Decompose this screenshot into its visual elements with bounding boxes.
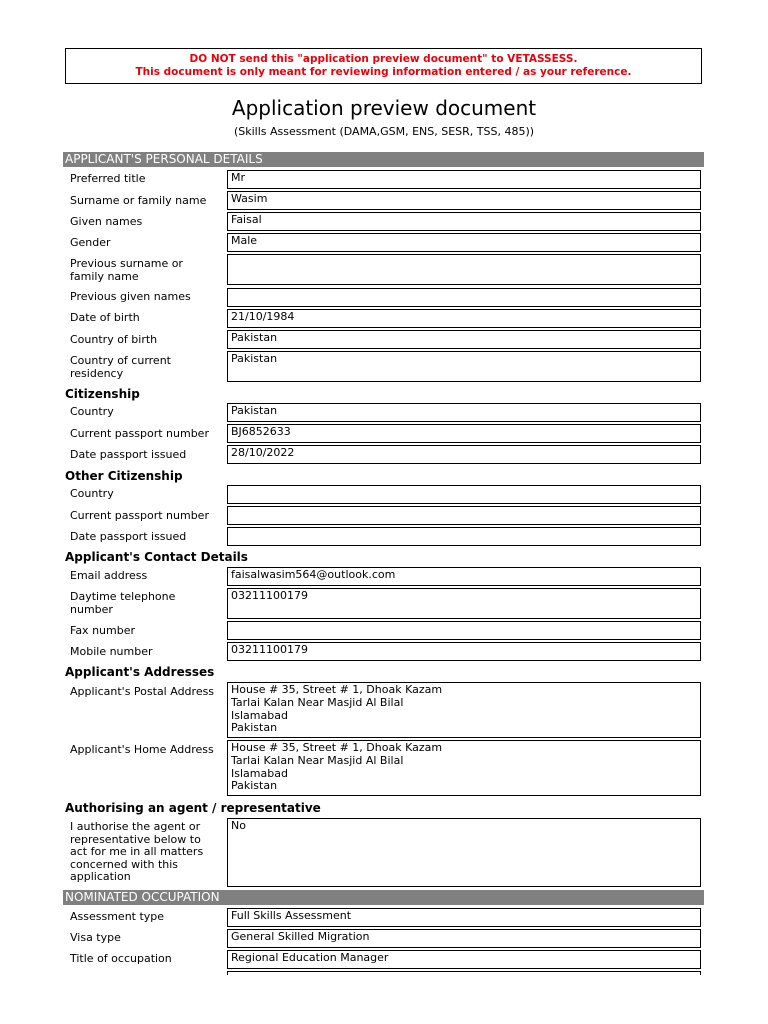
label-fax: Fax number (70, 624, 135, 637)
field-given-names: Faisal (227, 212, 701, 231)
field-mobile: 03211100179 (227, 642, 701, 661)
field-surname: Wasim (227, 191, 701, 210)
heading-authorising-agent: Authorising an agent / representative (65, 801, 321, 815)
field-other-country (227, 485, 701, 504)
field-fax (227, 621, 701, 640)
heading-contact-details: Applicant's Contact Details (65, 550, 248, 564)
field-postal-address: House # 35, Street # 1, Dhoak Kazam Tarlai Kalan Near Masjid Al Bilal Islamabad Pakistan (227, 682, 701, 738)
label-previous-surname: Previous surname or family name (70, 257, 183, 283)
heading-other-citizenship: Other Citizenship (65, 469, 183, 483)
field-title-of-occupation: Regional Education Manager (227, 950, 701, 969)
label-other-passport-issued: Date passport issued (70, 530, 187, 543)
label-given-names: Given names (70, 215, 143, 228)
field-passport-issued: 28/10/2022 (227, 445, 701, 464)
label-title-of-occupation: Title of occupation (70, 952, 172, 965)
label-assessment-type: Assessment type (70, 910, 165, 923)
field-visa-type: General Skilled Migration (227, 929, 701, 948)
label-authorise-agent: I authorise the agent or representative below to act for me in all matters concerned with this application (70, 820, 204, 883)
warning-line-2: This document is only meant for reviewing information entered / as your reference. (135, 66, 632, 78)
field-country-of-birth: Pakistan (227, 330, 701, 349)
label-passport-number: Current passport number (70, 427, 209, 440)
label-citizenship-country: Country (70, 405, 114, 418)
field-other-passport-number (227, 506, 701, 525)
page-title: Application preview document (231, 96, 537, 120)
label-home-address: Applicant's Home Address (70, 743, 214, 756)
field-date-of-birth: 21/10/1984 (227, 309, 701, 328)
label-other-passport-number: Current passport number (70, 509, 209, 522)
label-postal-address: Applicant's Postal Address (70, 685, 215, 698)
label-mobile: Mobile number (70, 645, 153, 658)
heading-citizenship: Citizenship (65, 387, 140, 401)
field-home-address: House # 35, Street # 1, Dhoak Kazam Tarlai Kalan Near Masjid Al Bilal Islamabad Pakistan (227, 740, 701, 796)
label-surname: Surname or family name (70, 194, 207, 207)
field-preferred-title: Mr (227, 170, 701, 189)
heading-addresses: Applicant's Addresses (65, 665, 215, 679)
field-authorise-agent: No (227, 818, 701, 887)
label-other-country: Country (70, 487, 114, 500)
label-preferred-title: Preferred title (70, 172, 146, 185)
field-next-row-cut (227, 971, 701, 975)
field-other-passport-issued (227, 527, 701, 546)
field-citizenship-country: Pakistan (227, 403, 701, 422)
field-gender: Male (227, 233, 701, 252)
label-email: Email address (70, 569, 148, 582)
label-country-of-birth: Country of birth (70, 333, 158, 346)
field-assessment-type: Full Skills Assessment (227, 908, 701, 927)
label-date-of-birth: Date of birth (70, 311, 140, 324)
label-visa-type: Visa type (70, 931, 121, 944)
label-passport-issued: Date passport issued (70, 448, 187, 461)
page-subtitle: (Skills Assessment (DAMA,GSM, ENS, SESR, TSS, 485)) (233, 125, 535, 138)
field-previous-given-names (227, 288, 701, 307)
do-not-send-warning (65, 48, 702, 84)
field-country-of-residency: Pakistan (227, 351, 701, 382)
label-daytime-phone: Daytime telephone number (70, 590, 176, 616)
field-previous-surname (227, 254, 701, 285)
label-country-of-residency: Country of current residency (70, 354, 171, 380)
section-personal-details: APPLICANT'S PERSONAL DETAILS (63, 152, 704, 167)
field-email: faisalwasim564@outlook.com (227, 567, 701, 586)
warning-line-1: DO NOT send this "application preview document" to VETASSESS. (189, 53, 578, 65)
field-passport-number: BJ6852633 (227, 424, 701, 443)
field-daytime-phone: 03211100179 (227, 588, 701, 619)
label-previous-given-names: Previous given names (70, 290, 191, 303)
section-nominated-occupation: NOMINATED OCCUPATION (63, 890, 704, 905)
label-gender: Gender (70, 236, 111, 249)
